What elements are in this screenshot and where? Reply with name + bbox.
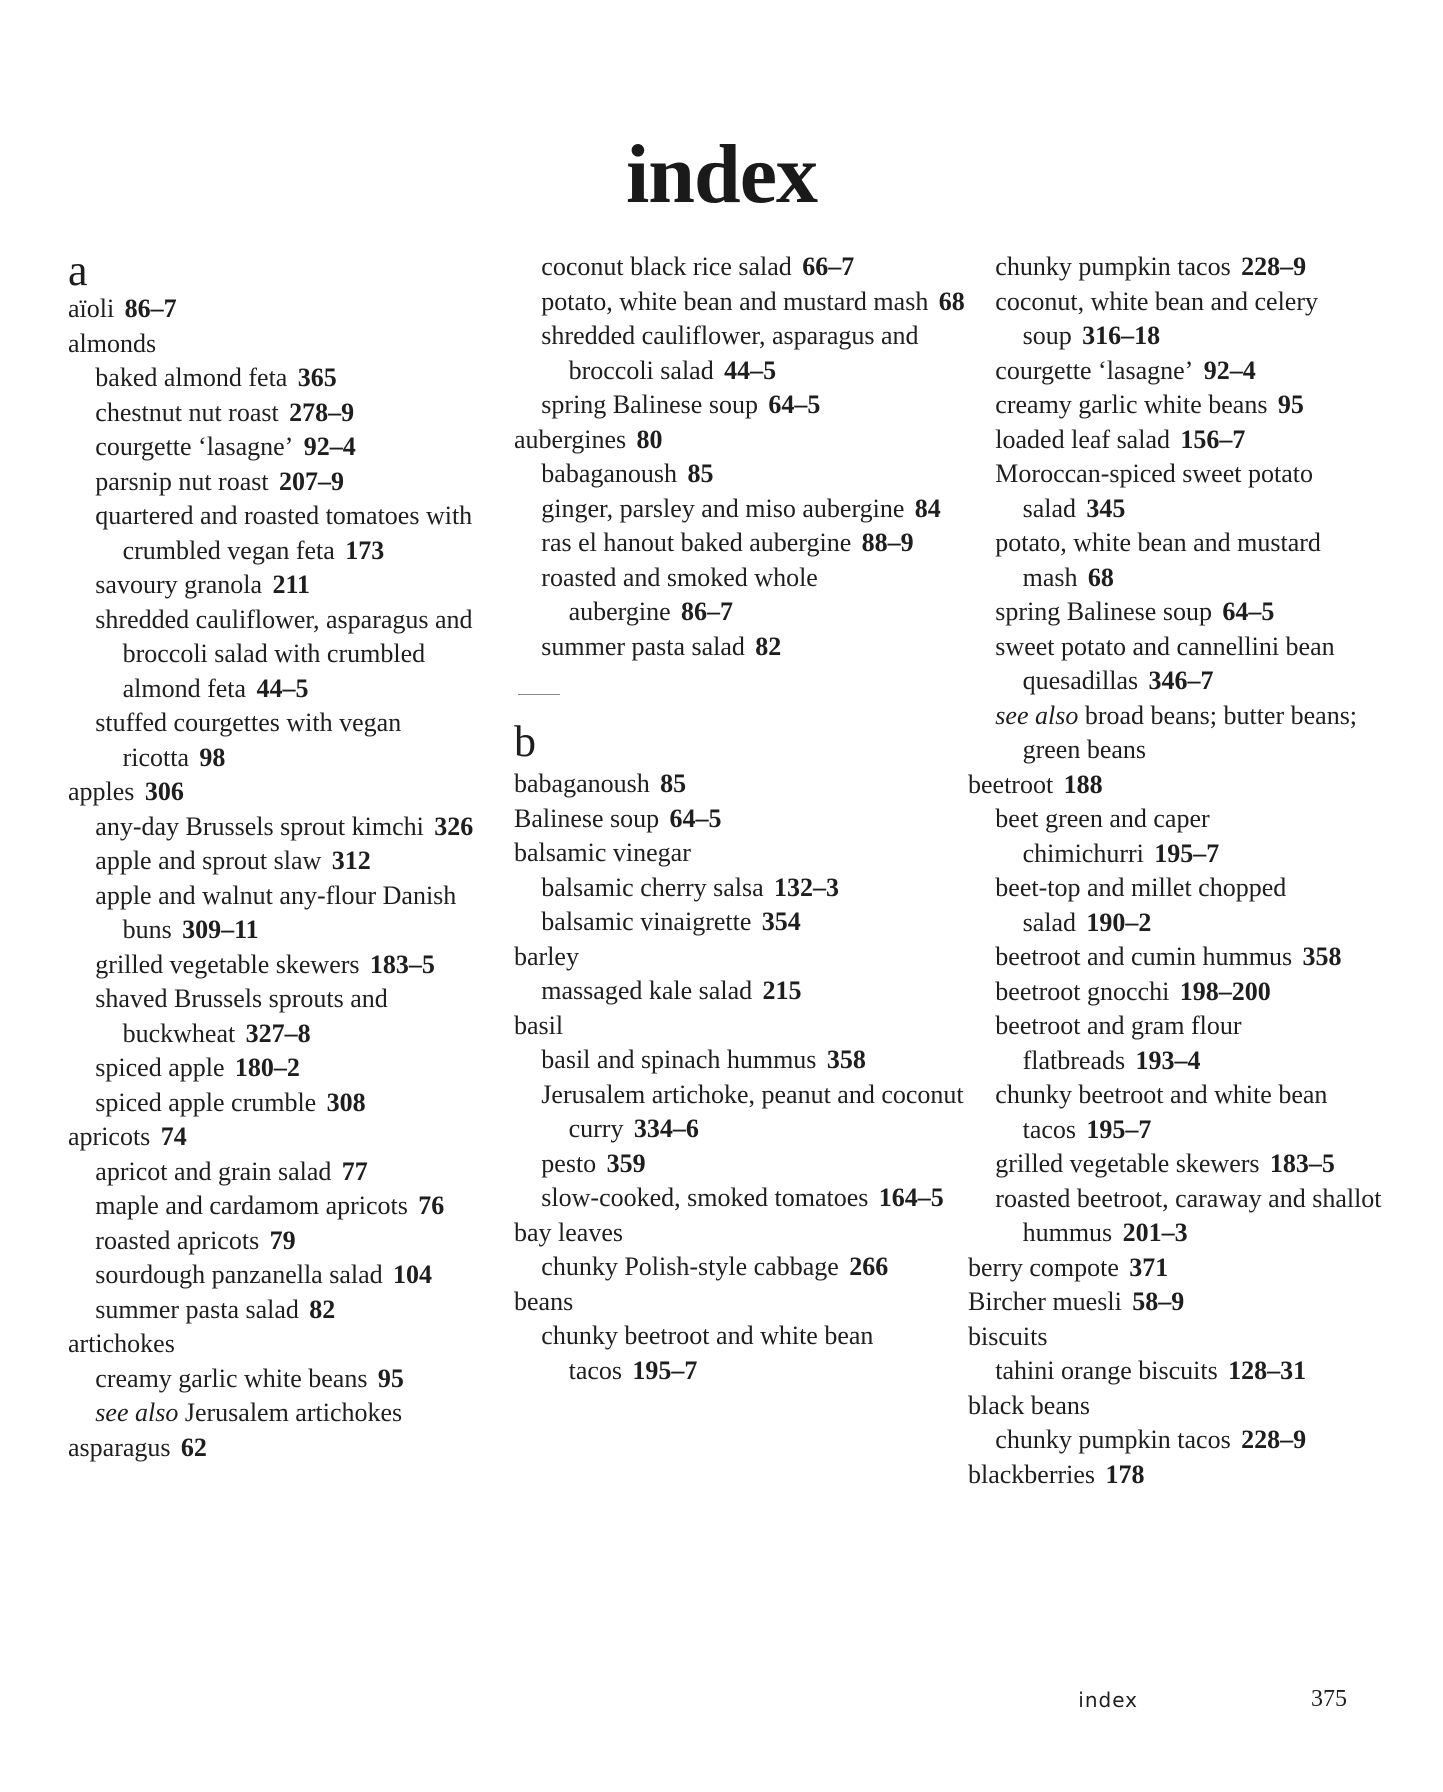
index-subentry — [968, 940, 1398, 975]
entry-term: balsamic cherry salsa — [541, 872, 764, 902]
index-subentry — [968, 1182, 1398, 1251]
index-subentry — [514, 1078, 974, 1147]
index-subentry — [968, 1009, 1398, 1078]
entry-page-ref: 198–200 — [1179, 976, 1271, 1006]
index-subentry — [68, 1051, 508, 1086]
entry-term: spring Balinese soup — [541, 390, 758, 419]
entry-page-ref: 44–5 — [256, 673, 309, 703]
index-entry — [514, 802, 974, 837]
index-entry — [514, 423, 974, 458]
index-subentry — [514, 561, 974, 630]
entry-page-ref: 193–4 — [1135, 1045, 1201, 1075]
entry-page-ref: 306 — [144, 777, 184, 806]
entry-term: apple and sprout slaw — [95, 846, 322, 875]
entry-page-ref: 346–7 — [1148, 666, 1214, 695]
index-subentry — [514, 1147, 974, 1182]
entry-term: shredded cauliflower, asparagus and broccoli salad — [541, 321, 919, 385]
entry-term: creamy garlic white beans — [995, 390, 1268, 419]
entry-term: apricots — [68, 1122, 151, 1151]
entry-page-ref: 85 — [687, 459, 714, 488]
entry-page-ref: 316–18 — [1082, 321, 1161, 350]
index-subentry — [68, 982, 508, 1051]
entry-term: ras el hanout baked aubergine — [541, 528, 852, 557]
index-subentry — [68, 879, 508, 948]
entry-page-ref: 354 — [761, 907, 801, 936]
index-subentry — [968, 802, 1398, 871]
entry-term: roasted apricots — [95, 1225, 260, 1255]
index-subentry — [514, 388, 974, 423]
index-subentry — [514, 319, 974, 388]
index-entry — [514, 767, 974, 802]
entry-term: blackberries — [968, 1459, 1096, 1489]
section-letter: a — [68, 246, 88, 295]
entry-page-ref: 371 — [1129, 1252, 1169, 1282]
entry-page-ref: 77 — [341, 1156, 368, 1186]
entry-page-ref: 88–9 — [861, 528, 914, 557]
entry-term: courgette ‘lasagne’ — [995, 355, 1194, 385]
entry-term: potato, white bean and mustard mash — [995, 528, 1321, 592]
entry-page-ref: 132–3 — [774, 872, 840, 902]
index-entry — [68, 1431, 508, 1466]
index-subentry — [968, 595, 1398, 630]
index-subentry — [68, 1189, 508, 1224]
index-subentry — [514, 526, 974, 561]
entry-term: pesto — [541, 1148, 597, 1178]
entry-term: apple and walnut any-flour Danish buns — [95, 880, 457, 944]
entry-page-ref: 82 — [755, 631, 782, 661]
entry-page-ref: 345 — [1086, 493, 1126, 523]
index-subentry — [68, 465, 508, 500]
index-subentry — [968, 423, 1398, 458]
entry-term: beetroot gnocchi — [995, 976, 1170, 1006]
index-subentry — [968, 1354, 1398, 1389]
index-column-2 — [514, 250, 974, 1388]
entry-term: babaganoush — [514, 769, 650, 798]
entry-page-ref: 365 — [297, 363, 337, 392]
entry-page-ref: 215 — [762, 976, 802, 1005]
index-subentry — [514, 630, 974, 665]
entry-term: grilled vegetable skewers — [95, 949, 360, 979]
entry-page-ref: 180–2 — [234, 1053, 300, 1082]
index-subentry — [68, 844, 508, 879]
entry-term: chunky pumpkin tacos — [995, 1425, 1231, 1454]
entry-term: summer pasta salad — [95, 1294, 299, 1324]
section-letter: b — [514, 717, 536, 766]
entry-page-ref: 80 — [636, 424, 663, 454]
entry-page-ref: 190–2 — [1086, 907, 1152, 937]
entry-term: basil — [514, 1010, 564, 1040]
entry-page-ref: 195–7 — [1154, 838, 1220, 868]
index-subentry — [514, 1250, 974, 1285]
entry-page-ref: 104 — [393, 1260, 433, 1289]
entry-term: almonds — [68, 328, 157, 358]
entry-term: beetroot and gram flour flatbreads — [995, 1011, 1242, 1075]
index-subentry — [968, 975, 1398, 1010]
entry-page-ref: 183–5 — [1269, 1149, 1335, 1178]
entry-term: slow-cooked, smoked tomatoes — [541, 1183, 869, 1212]
entry-term: loaded leaf salad — [995, 424, 1170, 454]
entry-term: stuffed courgettes with vegan ricotta — [95, 708, 402, 772]
entry-term: barley — [514, 941, 579, 971]
entry-term: creamy garlic white beans — [95, 1363, 368, 1393]
index-column-3 — [968, 250, 1398, 1492]
entry-term: beetroot and cumin hummus — [995, 942, 1293, 971]
entry-term: spring Balinese soup — [995, 597, 1212, 626]
entry-term: shredded cauliflower, asparagus and broccoli salad with crumbled almond feta — [95, 604, 473, 703]
index-subentry — [68, 1362, 508, 1397]
index-subentry — [514, 250, 974, 285]
entry-term: Jerusalem artichoke, peanut and coconut curry — [541, 1079, 964, 1143]
entry-page-ref: 86–7 — [681, 597, 734, 626]
entry-term: Bircher muesli — [968, 1287, 1122, 1316]
entry-term: beetroot — [968, 769, 1054, 799]
entry-term: berry compote — [968, 1252, 1119, 1282]
entry-term: beans — [514, 1286, 574, 1316]
see-also-label: see also — [95, 1398, 179, 1427]
entry-term: chunky Polish-style cabbage — [541, 1252, 839, 1281]
entry-term: ginger, parsley and miso aubergine — [541, 493, 905, 523]
index-entry — [968, 1389, 1398, 1424]
entry-page-ref: 74 — [160, 1122, 187, 1151]
entry-term: apples — [68, 777, 135, 806]
entry-page-ref: 79 — [269, 1225, 296, 1255]
entry-page-ref: 64–5 — [768, 390, 821, 419]
index-subentry — [968, 354, 1398, 389]
entry-term: spiced apple — [95, 1053, 225, 1082]
index-subentry — [68, 1224, 508, 1259]
entry-page-ref: 358 — [826, 1045, 866, 1074]
entry-page-ref: 278–9 — [289, 397, 355, 427]
entry-page-ref: 211 — [272, 570, 311, 599]
entry-page-ref: 128–31 — [1228, 1356, 1307, 1385]
see-also-label: see also — [995, 700, 1079, 730]
entry-page-ref: 309–11 — [182, 915, 259, 944]
entry-page-ref: 312 — [331, 846, 371, 875]
index-subentry — [514, 871, 974, 906]
entry-page-ref: 66–7 — [802, 252, 855, 281]
entry-term: bay leaves — [514, 1217, 624, 1247]
entry-page-ref: 359 — [606, 1148, 646, 1178]
entry-term: Balinese soup — [514, 803, 660, 833]
index-entry — [514, 940, 974, 975]
index-entry — [514, 1216, 974, 1251]
entry-page-ref: 164–5 — [878, 1183, 944, 1212]
entry-term: roasted and smoked whole aubergine — [541, 562, 818, 626]
index-subentry — [68, 568, 508, 603]
entry-term: maple and cardamom apricots — [95, 1191, 408, 1220]
index-subentry — [68, 1258, 508, 1293]
index-subentry — [68, 810, 508, 845]
index-subentry — [68, 1396, 508, 1431]
entry-term: baked almond feta — [95, 363, 288, 392]
entry-page-ref: 188 — [1063, 769, 1103, 799]
entry-page-ref: 228–9 — [1241, 1425, 1307, 1454]
entry-term: savoury granola — [95, 570, 263, 599]
entry-term: biscuits — [968, 1321, 1048, 1351]
entry-term: broad beans; butter beans; green beans — [1022, 700, 1358, 764]
entry-page-ref: 58–9 — [1132, 1287, 1185, 1316]
entry-term: Jerusalem artichokes — [184, 1398, 403, 1427]
entry-page-ref: 84 — [914, 493, 941, 523]
entry-page-ref: 95 — [377, 1363, 404, 1393]
index-subentry — [68, 603, 508, 707]
entry-term: beet-top and millet chopped salad — [995, 873, 1287, 937]
footer-section-label: index — [1078, 1688, 1138, 1712]
entry-term: asparagus — [68, 1432, 171, 1462]
entry-term: beet green and caper chimichurri — [995, 804, 1210, 868]
entry-term: tahini orange biscuits — [995, 1356, 1218, 1385]
entry-term: grilled vegetable skewers — [995, 1149, 1260, 1178]
entry-page-ref: 195–7 — [1086, 1114, 1152, 1144]
entry-term: coconut, white bean and celery soup — [995, 286, 1318, 350]
index-subentry — [68, 499, 508, 568]
index-subentry — [968, 457, 1398, 526]
index-subentry — [968, 871, 1398, 940]
entry-term: spiced apple crumble — [95, 1087, 317, 1117]
entry-page-ref: 82 — [309, 1294, 336, 1324]
entry-term: apricot and grain salad — [95, 1156, 332, 1186]
footer-page-number: 375 — [1311, 1686, 1347, 1712]
index-subentry — [968, 1423, 1398, 1458]
entry-term: chestnut nut roast — [95, 397, 279, 427]
index-subentry — [68, 948, 508, 983]
entry-term: potato, white bean and mustard mash — [541, 286, 929, 316]
entry-page-ref: 156–7 — [1180, 424, 1246, 454]
index-subentry — [968, 388, 1398, 423]
index-entry — [968, 1458, 1398, 1493]
entry-page-ref: 44–5 — [724, 355, 777, 385]
index-entry — [68, 292, 508, 327]
index-subentry — [514, 285, 974, 320]
page-title: index — [625, 128, 818, 222]
entry-page-ref: 308 — [326, 1087, 366, 1117]
entry-page-ref: 68 — [1087, 562, 1114, 592]
index-entry — [968, 768, 1398, 803]
entry-term: chunky beetroot and white bean tacos — [995, 1080, 1328, 1144]
entry-page-ref: 327–8 — [245, 1018, 311, 1048]
entry-term: aïoli — [68, 294, 115, 323]
index-subentry — [68, 430, 508, 465]
index-subentry — [968, 250, 1398, 285]
entry-page-ref: 92–4 — [1203, 355, 1256, 385]
entry-term: quartered and roasted tomatoes with crumbled vegan feta — [95, 501, 473, 565]
index-entry — [514, 836, 974, 871]
index-entry — [68, 1327, 508, 1362]
entry-page-ref: 358 — [1302, 942, 1342, 971]
entry-term: Moroccan-spiced sweet potato salad — [995, 459, 1313, 523]
entry-page-ref: 64–5 — [1222, 597, 1275, 626]
entry-term: chunky pumpkin tacos — [995, 252, 1231, 281]
entry-term: shaved Brussels sprouts and buckwheat — [95, 984, 388, 1048]
index-subentry — [514, 905, 974, 940]
index-subentry — [68, 1086, 508, 1121]
entry-term: balsamic vinaigrette — [541, 907, 752, 936]
entry-term: balsamic vinegar — [514, 838, 691, 867]
entry-term: sourdough panzanella salad — [95, 1260, 383, 1289]
entry-page-ref: 85 — [660, 769, 687, 798]
entry-page-ref: 201–3 — [1122, 1218, 1188, 1247]
index-subentry — [514, 1319, 974, 1388]
entry-page-ref: 178 — [1105, 1459, 1145, 1489]
entry-term: roasted beetroot, caraway and shallot hummus — [995, 1183, 1382, 1247]
index-subentry — [968, 285, 1398, 354]
index-entry — [68, 775, 508, 810]
index-entry — [514, 1285, 974, 1320]
entry-page-ref: 173 — [345, 535, 385, 565]
index-subentry — [514, 1181, 974, 1216]
entry-page-ref: 76 — [418, 1191, 445, 1220]
entry-page-ref: 86–7 — [124, 294, 177, 323]
entry-page-ref: 92–4 — [303, 432, 356, 461]
index-subentry — [68, 706, 508, 775]
entry-page-ref: 334–6 — [633, 1114, 699, 1143]
entry-term: basil and spinach hummus — [541, 1045, 817, 1074]
index-subentry — [968, 1078, 1398, 1147]
index-entry — [968, 1251, 1398, 1286]
entry-page-ref: 195–7 — [632, 1355, 698, 1385]
entry-term: summer pasta salad — [541, 631, 745, 661]
entry-page-ref: 98 — [199, 742, 226, 772]
entry-term: chunky beetroot and white bean tacos — [541, 1321, 874, 1385]
entry-page-ref: 326 — [434, 811, 474, 841]
entry-term: babaganoush — [541, 459, 678, 488]
index-subentry — [968, 526, 1398, 595]
entry-page-ref: 228–9 — [1241, 252, 1307, 281]
entry-page-ref: 266 — [849, 1252, 889, 1281]
entry-term: any-day Brussels sprout kimchi — [95, 811, 424, 841]
entry-term: artichokes — [68, 1329, 175, 1358]
index-subentry — [968, 1147, 1398, 1182]
index-subentry — [514, 1043, 974, 1078]
entry-page-ref: 207–9 — [279, 466, 344, 496]
entry-page-ref: 64–5 — [669, 803, 722, 833]
index-subentry — [68, 396, 508, 431]
index-subentry — [68, 1293, 508, 1328]
index-entry — [514, 1009, 974, 1044]
index-subentry — [514, 492, 974, 527]
index-subentry — [968, 630, 1398, 699]
index-column-1 — [68, 246, 508, 1465]
entry-term: parsnip nut roast — [95, 466, 269, 496]
entry-term: coconut black rice salad — [541, 252, 792, 281]
index-entry — [68, 327, 508, 362]
entry-page-ref: 183–5 — [369, 949, 435, 979]
index-subentry — [68, 361, 508, 396]
entry-term: sweet potato and cannellini bean quesadillas — [995, 631, 1335, 695]
index-subentry — [968, 699, 1398, 768]
index-subentry — [68, 1155, 508, 1190]
index-entry — [968, 1320, 1398, 1355]
entry-term: massaged kale salad — [541, 976, 753, 1005]
index-subentry — [514, 457, 974, 492]
index-entry — [968, 1285, 1398, 1320]
section-divider — [518, 694, 560, 695]
index-subentry — [514, 974, 974, 1009]
entry-page-ref: 68 — [938, 286, 965, 316]
entry-term: black beans — [968, 1390, 1091, 1420]
entry-page-ref: 62 — [180, 1432, 207, 1462]
entry-term: courgette ‘lasagne’ — [95, 432, 294, 461]
entry-page-ref: 95 — [1277, 390, 1304, 419]
entry-term: aubergines — [514, 424, 627, 454]
index-entry — [68, 1120, 508, 1155]
